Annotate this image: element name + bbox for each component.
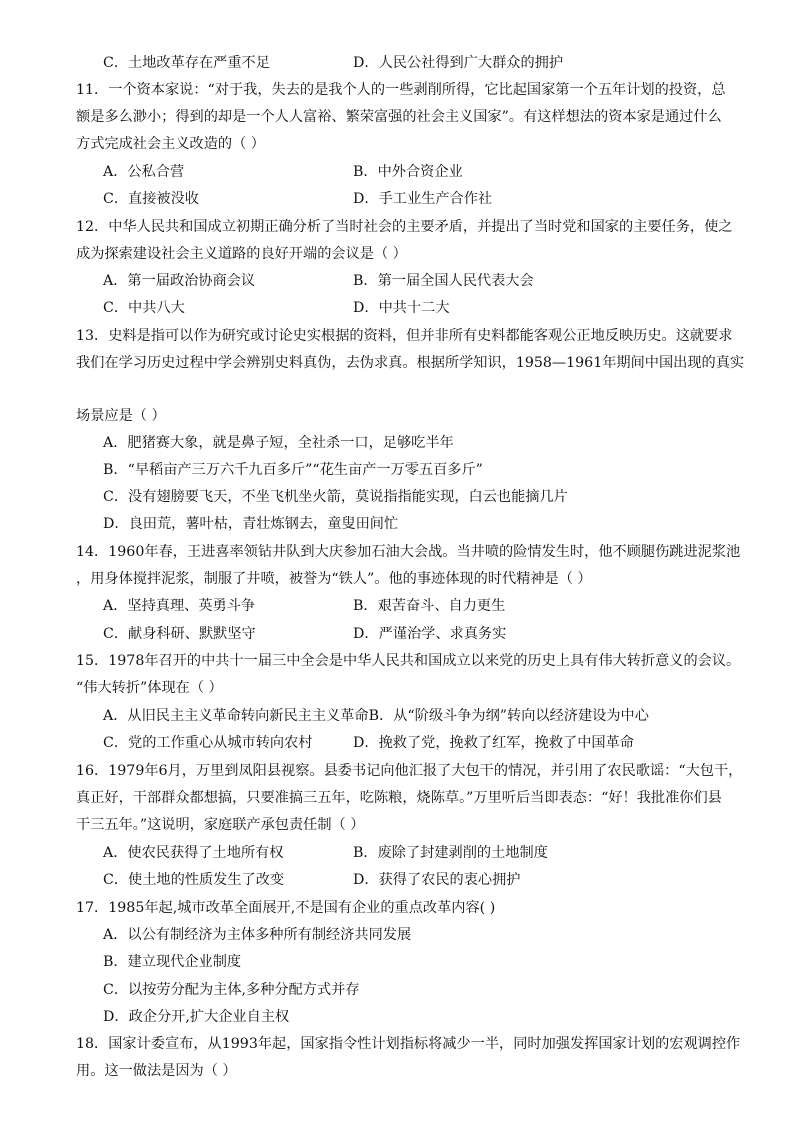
- q14-option-a: A．坚持真理、英勇斗争: [103, 598, 256, 614]
- q12-option-a: A．第一届政治协商会议: [103, 273, 256, 289]
- q14-option-d: D．严谨治学、求真务实: [353, 626, 507, 642]
- q18-stem-line-2: 用。这一做法是因为（ ）: [76, 1063, 237, 1079]
- q16-stem-line-1: 16．1979年6月，万里到凤阳县视察。县委书记向他汇报了大包干的情况，并引用了农民歌谣：“大包干，: [76, 763, 743, 779]
- q16-option-b: B．废除了封建剥削的土地制度: [353, 845, 548, 861]
- q11-stem-line-2: 额是多么渺小；得到的却是一个人人富裕、繁荣富强的社会主义国家”。有这样想法的资本家是通过什么: [76, 109, 722, 125]
- q16-stem-line-3: 干三五年。”这说明，家庭联产承包责任制（ ）: [76, 817, 365, 833]
- q13-stem-line-1: 13．史料是指可以作为研究或讨论史实根据的资料，但并非所有史料都能客观公正地反映历史。这就要求: [76, 328, 733, 344]
- q17-option-b: B．建立现代企业制度: [103, 954, 242, 970]
- q16-stem-line-2: 真正好，干部群众都想搞，只要准搞三五年，吃陈粮，烧陈草。”万里听后当即表态：“好！我批准你们县: [76, 790, 722, 806]
- q14-option-b: B．艰苦奋斗、自力更生: [353, 598, 506, 614]
- q14-stem-line-2: ，用身体搅拌泥浆，制服了井喷，被誉为“铁人”。他的事迹体现的时代精神是（ ）: [76, 571, 592, 587]
- q13-stem-line-2: 我们在学习历史过程中学会辨别史料真伪，去伪求真。根据所学知识，1958—1961年期间中国出现的真实: [76, 355, 745, 371]
- q16-option-d: D．获得了农民的衷心拥护: [353, 872, 521, 888]
- q10-option-d: D．人民公社得到广大群众的拥护: [353, 55, 564, 71]
- q11-option-c: C．直接被没收: [103, 191, 199, 207]
- q16-option-a: A．使农民获得了土地所有权: [103, 845, 284, 861]
- q11-option-a: A．公私合营: [103, 164, 185, 180]
- q12-option-c: C．中共八大: [103, 300, 185, 316]
- q12-stem-line-1: 12．中华人民共和国成立初期正确分析了当时社会的主要矛盾，并提出了当时党和国家的主要任务，使之: [76, 219, 733, 235]
- q13-option-d: D．良田荒，薯叶枯，青壮炼钢去，童叟田间忙: [103, 516, 399, 532]
- q11-stem-line-3: 方式完成社会主义改造的（ ）: [76, 136, 265, 152]
- q17-stem-line-1: 17．1985年起,城市改革全面展开,不是国有企业的重点改革内容( ): [76, 900, 496, 916]
- q10-option-c: C．土地改革存在严重不足: [103, 55, 270, 71]
- q11-option-d: D．手工业生产合作社: [353, 191, 493, 207]
- q15-option-a-b: A．从旧民主主义革命转向新民主主义革命B．从“阶级斗争为纲”转向以经济建设为中心: [103, 708, 649, 724]
- q17-option-a: A．以公有制经济为主体多种所有制经济共同发展: [103, 927, 412, 943]
- q16-option-c: C．使土地的性质发生了改变: [103, 872, 285, 888]
- q11-stem-line-1: 11．一个资本家说：“对于我，失去的是我个人的一些剥削所得，它比起国家第一个五年计划的投资，总: [76, 82, 726, 98]
- q15-stem-line-1: 15．1978年召开的中共十一届三中全会是中华人民共和国成立以来党的历史上具有伟大转折意义的会议。: [76, 653, 741, 669]
- q15-stem-line-2: “伟大转折”体现在（ ）: [76, 680, 223, 696]
- q18-stem-line-1: 18．国家计委宣布，从1993年起，国家指令性计划指标将减少一半，同时加强发挥国家计划的宏观调控作: [76, 1036, 741, 1052]
- q15-option-d: D．挽救了党，挽救了红军，挽救了中国革命: [353, 735, 634, 751]
- q12-option-d: D．中共十二大: [353, 300, 450, 316]
- q17-option-d: D．政企分开,扩大企业自主权: [103, 1009, 290, 1025]
- q13-stem-line-3: 场景应是（ ）: [76, 408, 166, 424]
- q13-option-a: A．肥猪赛大象，就是鼻子短，全社杀一口，足够吃半年: [103, 435, 454, 451]
- q13-option-b: B．“早稻亩产三万六千九百多斤”“花生亩产一万零五百多斤”: [103, 462, 483, 478]
- q12-option-b: B．第一届全国人民代表大会: [353, 273, 534, 289]
- q14-option-c: C．献身科研、默默坚守: [103, 626, 256, 642]
- q12-stem-line-2: 成为探索建设社会主义道路的良好开端的会议是（ ）: [76, 246, 407, 262]
- q14-stem-line-1: 14．1960年春，王进喜率领钻井队到大庆参加石油大会战。当井喷的险情发生时，他不顾腿伤跳进泥浆池: [76, 544, 741, 560]
- q13-option-c: C．没有翅膀要飞天，不坐飞机坐火箭，莫说指指能实现，白云也能摘几片: [103, 489, 568, 505]
- q11-option-b: B．中外合资企业: [353, 164, 463, 180]
- q17-option-c: C．以按劳分配为主体,多种分配方式并存: [103, 982, 360, 998]
- q15-option-c: C．党的工作重心从城市转向农村: [103, 735, 313, 751]
